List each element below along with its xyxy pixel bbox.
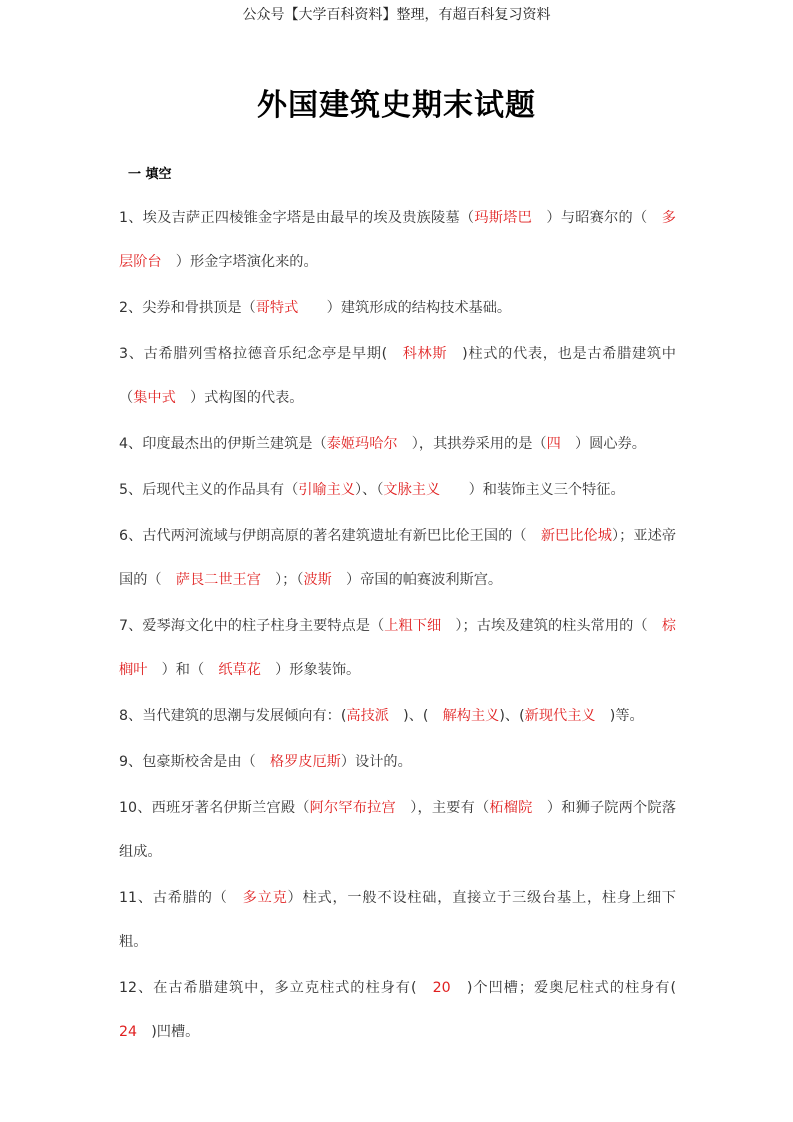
question-text: ），主要有（ (395, 800, 490, 816)
question-text: ）式构图的代表。 (175, 390, 304, 406)
question-item (119, 876, 676, 964)
question-text: ）形象装饰。 (260, 662, 361, 678)
question-text: ）；古埃及建筑的柱头常用的（ (441, 618, 662, 634)
question-text: 4、印度最杰出的伊斯兰建筑是（ (119, 436, 327, 452)
question-text: 2、尖券和骨拱顶是（ (119, 300, 256, 316)
question-text: ）圆心券。 (560, 436, 646, 452)
answer-text: 哥特式 (255, 300, 299, 316)
answer-text: 集中式 (133, 390, 176, 406)
question-item (119, 196, 676, 284)
answer-text: 高技派 (346, 708, 389, 724)
question-text: ）和狮子院两个院落组成。 (119, 800, 676, 860)
question-text: )、( (499, 708, 525, 724)
answer-text: 科林斯 (402, 346, 448, 362)
question-text: 5、后现代主义的作品具有（ (119, 482, 299, 498)
question-item (119, 286, 676, 330)
question-item (119, 422, 676, 466)
answer-text: 棕榈叶 (119, 618, 676, 678)
answer-text: 引喻主义 (298, 482, 356, 498)
answer-text: 24 (119, 1024, 138, 1040)
section-heading: 一 填空 (128, 167, 172, 182)
document-title: 外国建筑史期末试题 (257, 88, 536, 123)
question-item (119, 468, 676, 512)
answer-text: 格罗皮厄斯 (269, 754, 341, 770)
answer-text: 新现代主义 (524, 708, 596, 724)
question-item (119, 694, 676, 738)
question-text: 6、古代两河流域与伊朗高原的著名建筑遗址有新巴比伦王国的（ (119, 528, 541, 544)
answer-text: 波斯 (303, 572, 332, 588)
question-text: 12、在古希腊建筑中，多立克柱式的柱身有( (119, 980, 433, 996)
answer-text: 泰姬玛哈尔 (326, 436, 398, 452)
answer-text: 文脉主义 (383, 482, 441, 498)
question-text: 10、西班牙著名伊斯兰宫殿（ (119, 800, 310, 816)
question-text: )个凹槽；爱奥尼柱式的柱身有( (450, 980, 691, 996)
question-list (119, 196, 691, 1056)
answer-text: 解构主义 (442, 708, 500, 724)
answer-text: 柘榴院 (489, 800, 533, 816)
question-text: ）帝国的帕赛波利斯宫。 (331, 572, 503, 588)
question-text: 8、当代建筑的思潮与发展倾向有：( (119, 708, 347, 724)
question-item (119, 514, 676, 602)
answer-text: 多层阶台 (119, 210, 676, 270)
question-text: )等。 (595, 708, 644, 724)
question-item (119, 740, 676, 784)
question-text: )凹槽。 (137, 1024, 200, 1040)
question-text: ）柱式，一般不设柱础，直接立于三级台基上，柱身上细下粗。 (119, 890, 676, 950)
question-text: ）和装饰主义三个特征。 (440, 482, 625, 498)
question-item (119, 966, 691, 1054)
answer-text: 新巴比伦城 (540, 528, 612, 544)
question-text: 9、包豪斯校舍是由（ (119, 754, 270, 770)
question-text: ）建筑形成的结构技术基础。 (298, 300, 512, 316)
answer-text: 阿尔罕布拉宫 (309, 800, 396, 816)
question-text: ），其拱券采用的是（ (397, 436, 547, 452)
question-text: 1、埃及吉萨正四棱锥金字塔是由最早的埃及贵族陵墓（ (119, 210, 475, 226)
answer-text: 玛斯塔巴 (474, 210, 533, 226)
answer-text: 纸草花 (218, 662, 261, 678)
question-item (119, 604, 676, 692)
question-text: )柱式的代表，也是古希腊建筑中（ (119, 346, 676, 406)
question-text: ）设计的。 (340, 754, 412, 770)
answer-text: 四 (546, 436, 561, 452)
question-text: 7、爱琴海文化中的柱子柱身主要特点是（ (119, 618, 385, 634)
question-text: )、( (388, 708, 443, 724)
question-text: ）；亚述帝国的（ (119, 528, 677, 588)
question-item (119, 332, 676, 420)
answer-text: 多立克 (242, 890, 288, 906)
answer-text: 20 (432, 980, 451, 996)
question-item (119, 786, 676, 874)
question-text: 3、古希腊列雪格拉德音乐纪念亭是早期( (119, 346, 403, 362)
answer-text: 上粗下细 (384, 618, 442, 634)
question-text: ）和（ (147, 662, 219, 678)
question-text: ）；（ (260, 572, 304, 588)
question-text: ）与昭赛尔的（ (532, 210, 662, 226)
answer-text: 萨艮二世王宫 (175, 572, 261, 588)
question-text: ）、（ (355, 482, 384, 498)
question-text: 11、古希腊的（ (119, 890, 243, 906)
page-header: 公众号【大学百科资料】整理，有超百科复习资料 (242, 7, 551, 23)
question-text: ）形金字塔演化来的。 (161, 254, 318, 270)
